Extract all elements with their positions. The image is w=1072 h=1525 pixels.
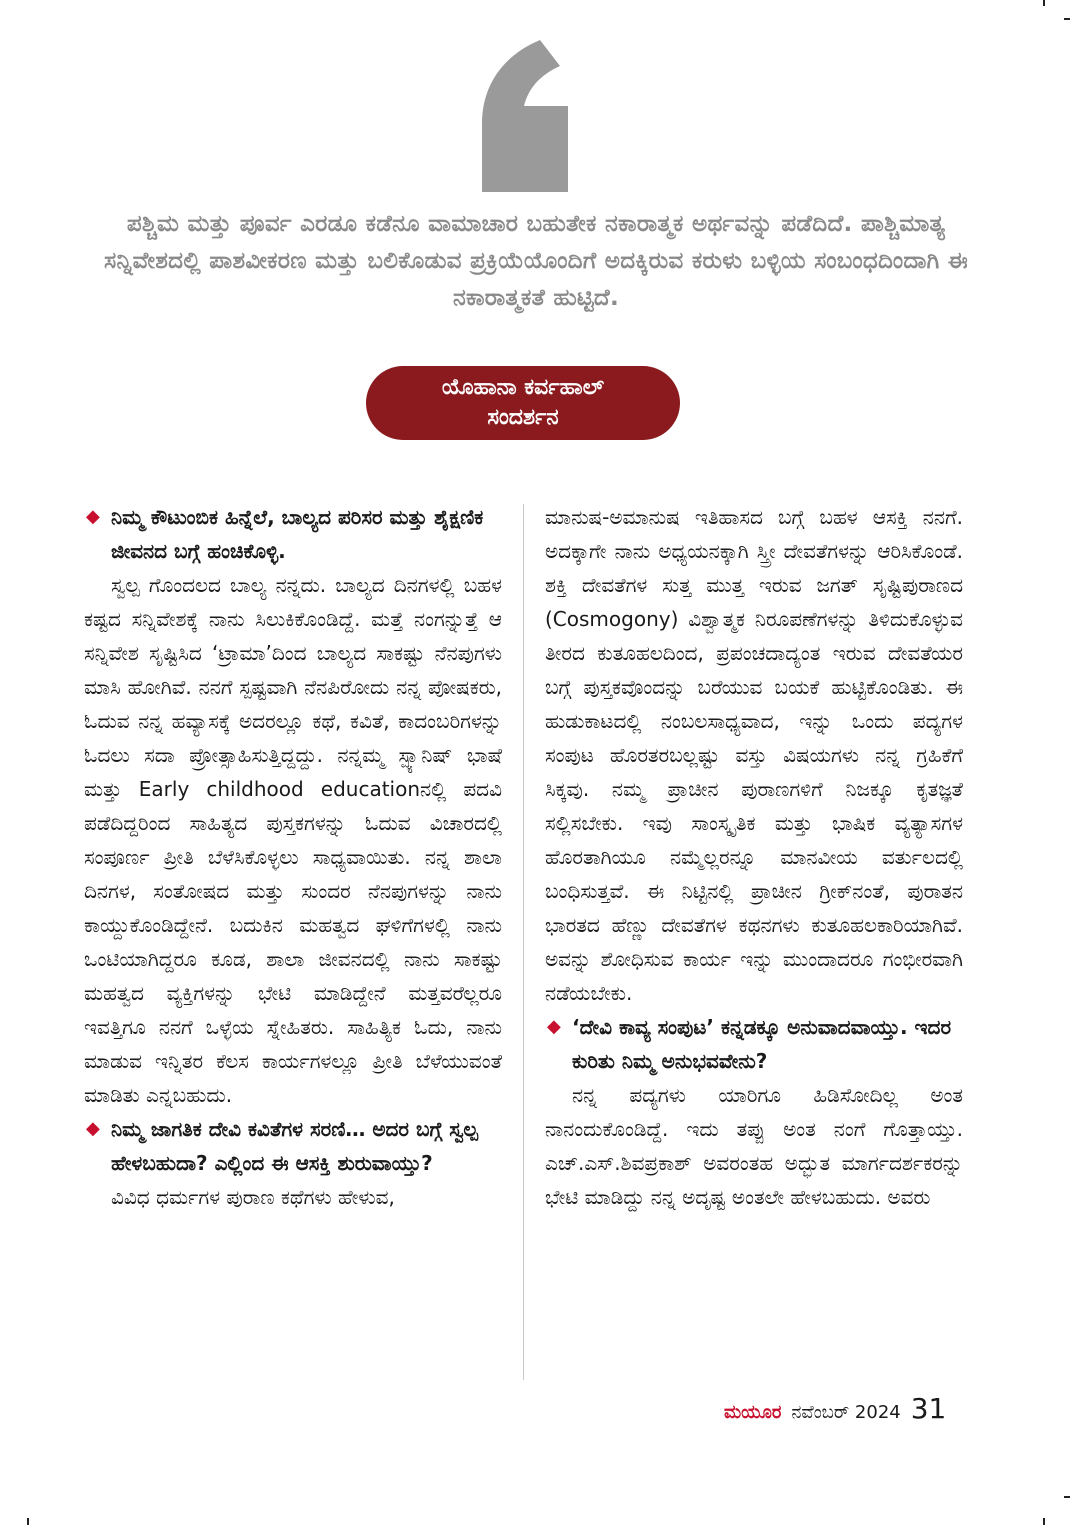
page-number: 31	[910, 1392, 947, 1425]
author-name: ಯೊಹಾನಾ ಕರ್ವಹಾಲ್	[441, 375, 605, 400]
diamond-bullet-icon: ◆	[86, 506, 100, 527]
answer-1: ಸ್ವಲ್ಪ ಗೊಂದಲದ ಬಾಲ್ಯ ನನ್ನದು. ಬಾಲ್ಯದ ದಿನಗಳಲ್ಲಿ ಬಹಳ ಕಷ್ಟದ ಸನ್ನಿವೇಶಕ್ಕೆ ನಾನು ಸಿಲುಕಿಕೊಂಡಿದ್ದೆ. ಮತ್ತೆ ನಂಗನ್ನುತ್ತೆ ಆ ಸನ್ನಿವೇಶ ಸೃಷ್ಟಿಸಿದ ‘ಟ್ರಾಮಾ’ದಿಂದ ಬಾಲ್ಯದ ಸಾಕಷ್ಟು ನೆನಪುಗಳು ಮಾಸಿ ಹೋಗಿವೆ. ನನಗೆ ಸ್ಪಷ್ಟವಾಗಿ ನೆನಪಿರೋದು ನನ್ನ ಪೋಷಕರು, ಓದುವ ನನ್ನ ಹವ್ಯಾಸಕ್ಕೆ ಅದರಲ್ಲೂ ಕಥೆ, ಕವಿತೆ, ಕಾದಂಬರಿಗಳನ್ನು ಓದಲು ಸದಾ ಪ್ರೋತ್ಸಾಹಿಸುತ್ತಿದ್ದದ್ದು. ನನ್ನಮ್ಮ ಸ್ಪ್ಯಾನಿಷ್ ಭಾಷೆ ಮತ್ತು Early childhood educationನಲ್ಲಿ ಪದವಿ ಪಡೆದಿದ್ದರಿಂದ ಸಾಹಿತ್ಯದ ಪುಸ್ತಕಗಳನ್ನು ಓದುವ ವಿಚಾರದಲ್ಲಿ ಸಂಪೂರ್ಣ ಪ್ರೀತಿ ಬೆಳೆಸಿಕೊಳ್ಳಲು ಸಾಧ್ಯವಾಯಿತು. ನನ್ನ ಶಾಲಾ ದಿನಗಳ, ಸಂತೋಷದ ಮತ್ತು ಸುಂದರ ನೆನಪುಗಳನ್ನು ನಾನು ಕಾಯ್ದುಕೊಂಡಿದ್ದೇನೆ. ಬದುಕಿನ ಮಹತ್ವದ ಘಳಿಗೆಗಳಲ್ಲಿ ನಾನು ಒಂಟಿಯಾಗಿದ್ದರೂ ಕೂಡ, ಶಾಲಾ ಜೀವನದಲ್ಲಿ ನಾನು ಸಾಕಷ್ಟು ಮಹತ್ವದ ವ್ಯಕ್ತಿಗಳನ್ನು ಭೇಟಿ ಮಾಡಿದ್ದೇನೆ ಮತ್ತವರೆಲ್ಲರೂ ಇವತ್ತಿಗೂ ನನಗೆ ಒಳ್ಳೆಯ ಸ್ನೇಹಿತರು. ಸಾಹಿತ್ಯಿಕ ಓದು, ನಾನು ಮಾಡುವ ಇನ್ನಿತರ ಕೆಲಸ ಕಾರ್ಯಗಳಲ್ಲೂ ಪ್ರೀತಿ ಬೆಳೆಯುವಂತೆ ಮಾಡಿತು ಎನ್ನಬಹುದು.	[84, 573, 502, 1107]
question-1	[84, 500, 502, 568]
issue-date: ನವೆಂಬರ್ 2024	[791, 1402, 901, 1423]
diamond-bullet-icon: ◆	[547, 1016, 561, 1037]
question-3	[545, 1010, 963, 1078]
pull-quote: ಪಶ್ಚಿಮ ಮತ್ತು ಪೂರ್ವ ಎರಡೂ ಕಡೆನೂ ವಾಮಾಚಾರ ಬಹುತೇಕ ನಕಾರಾತ್ಮಕ ಅರ್ಥವನ್ನು ಪಡೆದಿದೆ. ಪಾಶ್ಚಿಮಾತ್ಯ ಸನ್ನಿವೇಶದಲ್ಲಿ ಪಾಶವೀಕರಣ ಮತ್ತು ಬಲಿಕೊಡುವ ಪ್ರಕ್ರಿಯೆಯೊಂದಿಗೆ ಅದಕ್ಕಿರುವ ಕರುಳು ಬಳ್ಳಿಯ ಸಂಬಂಧದಿಂದಾಗಿ ಈ ನಕಾರಾತ್ಮಕತೆ ಹುಟ್ಟಿದೆ.	[103, 211, 969, 311]
column-divider	[523, 504, 524, 1380]
page-footer	[724, 1392, 946, 1428]
crop-mark-right-bottom	[1064, 1496, 1070, 1498]
quote-mark-icon	[478, 40, 568, 192]
answer-2-continued: ಮಾನುಷ-ಅಮಾನುಷ ಇತಿಹಾಸದ ಬಗ್ಗೆ ಬಹಳ ಆಸಕ್ತಿ ನನಗೆ. ಅದಕ್ಕಾಗೇ ನಾನು ಅಧ್ಯಯನಕ್ಕಾಗಿ ಸ್ತ್ರೀ ದೇವತೆಗಳನ್ನು ಆರಿಸಿಕೊಂಡೆ. ಶಕ್ತಿ ದೇವತೆಗಳ ಸುತ್ತ ಮುತ್ತ ಇರುವ ಜಗತ್ ಸೃಷ್ಟಿಪುರಾಣದ (Cosmogony) ವಿಶ್ವಾತ್ಮಕ ನಿರೂಪಣೆಗಳನ್ನು ತಿಳಿದುಕೊಳ್ಳುವ ತೀರದ ಕುತೂಹಲದಿಂದ, ಪ್ರಪಂಚದಾದ್ಯಂತ ಇರುವ ದೇವತೆಯರ ಬಗ್ಗೆ ಪುಸ್ತಕವೊಂದನ್ನು ಬರೆಯುವ ಬಯಕೆ ಹುಟ್ಟಿಕೊಂಡಿತು. ಈ ಹುಡುಕಾಟದಲ್ಲಿ ನಂಬಲಸಾಧ್ಯವಾದ, ಇನ್ನು ಒಂದು ಪದ್ಯಗಳ ಸಂಪುಟ ಹೊರತರಬಲ್ಲಷ್ಟು ವಸ್ತು ವಿಷಯಗಳು ನನ್ನ ಗ್ರಹಿಕೆಗೆ ಸಿಕ್ಕವು. ನಮ್ಮ ಪ್ರಾಚೀನ ಪುರಾಣಗಳಿಗೆ ನಿಜಕ್ಕೂ ಕೃತಜ್ಞತೆ ಸಲ್ಲಿಸಬೇಕು. ಇವು ಸಾಂಸ್ಕೃತಿಕ ಮತ್ತು ಭಾಷಿಕ ವ್ಯತ್ಯಾಸಗಳ ಹೊರತಾಗಿಯೂ ನಮ್ಮೆಲ್ಲರನ್ನೂ ಮಾನವೀಯ ವರ್ತುಲದಲ್ಲಿ ಬಂಧಿಸುತ್ತವೆ. ಈ ನಿಟ್ಟಿನಲ್ಲಿ ಪ್ರಾಚೀನ ಗ್ರೀಕ್‌ನಂತೆ, ಪುರಾತನ ಭಾರತದ ಹೆಣ್ಣು ದೇವತೆಗಳ ಕಥನಗಳು ಕುತೂಹಲಕಾರಿಯಾಗಿವೆ. ಅವನ್ನು ಶೋಧಿಸುವ ಕಾರ್ಯ ಇನ್ನು ಮುಂದಾದರೂ ಗಂಭೀರವಾಗಿ ನಡೆಯಬೇಕು.	[545, 505, 963, 1005]
crop-mark-bottom-left	[27, 1518, 29, 1525]
right-column	[545, 500, 963, 1214]
diamond-bullet-icon: ◆	[86, 1118, 100, 1139]
question-2-text: ನಿಮ್ಮ ಜಾಗತಿಕ ದೇವಿ ಕವಿತೆಗಳ ಸರಣಿ… ಅದರ ಬಗ್ಗೆ ಸ್ವಲ್ಪ ಹೇಳಬಹುದಾ? ಎಲ್ಲಿಂದ ಈ ಆಸಕ್ತಿ ಶುರುವಾಯ್ತು?	[111, 1117, 478, 1175]
left-column	[84, 500, 502, 1214]
answer-3: ನನ್ನ ಪದ್ಯಗಳು ಯಾರಿಗೂ ಹಿಡಿಸೋದಿಲ್ಲ ಅಂತ ನಾನಂದುಕೊಂಡಿದ್ದೆ. ಇದು ತಪ್ಪು ಅಂತ ನಂಗೆ ಗೊತ್ತಾಯ್ತು. ಎಚ್.ಎಸ್.ಶಿವಪ್ರಕಾಶ್ ಅವರಂತಹ ಅದ್ಭುತ ಮಾರ್ಗದರ್ಶಕರನ್ನು ಭೇಟಿ ಮಾಡಿದ್ದು ನನ್ನ ಅದೃಷ್ಟ ಅಂತಲೇ ಹೇಳಬಹುದು. ಅವರು	[545, 1083, 963, 1209]
crop-mark-right-top	[1064, 18, 1070, 20]
question-3-text: ‘ದೇವಿ ಕಾವ್ಯ ಸಂಪುಟ’ ಕನ್ನಡಕ್ಕೂ ಅನುವಾದವಾಯ್ತು. ಇದರ ಕುರಿತು ನಿಮ್ಮ ಅನುಭವವೇನು?	[572, 1015, 952, 1073]
article-type-label: ಸಂದರ್ಶನ	[487, 405, 559, 430]
crop-mark-top-right	[1043, 0, 1045, 6]
magazine-brand: ಮಯೂರ	[724, 1402, 782, 1423]
question-1-text: ನಿಮ್ಮ ಕೌಟುಂಬಿಕ ಹಿನ್ನೆಲೆ, ಬಾಲ್ಯದ ಪರಿಸರ ಮತ್ತು ಶೈಕ್ಷಣಿಕ ಜೀವನದ ಬಗ್ಗೆ ಹಂಚಿಕೊಳ್ಳಿ.	[111, 505, 484, 563]
answer-2: ವಿವಿಧ ಧರ್ಮಗಳ ಪುರಾಣ ಕಥೆಗಳು ಹೇಳುವ,	[111, 1185, 395, 1209]
question-2	[84, 1112, 502, 1180]
byline-badge	[366, 366, 680, 440]
crop-mark-bottom-right	[1043, 1518, 1045, 1525]
